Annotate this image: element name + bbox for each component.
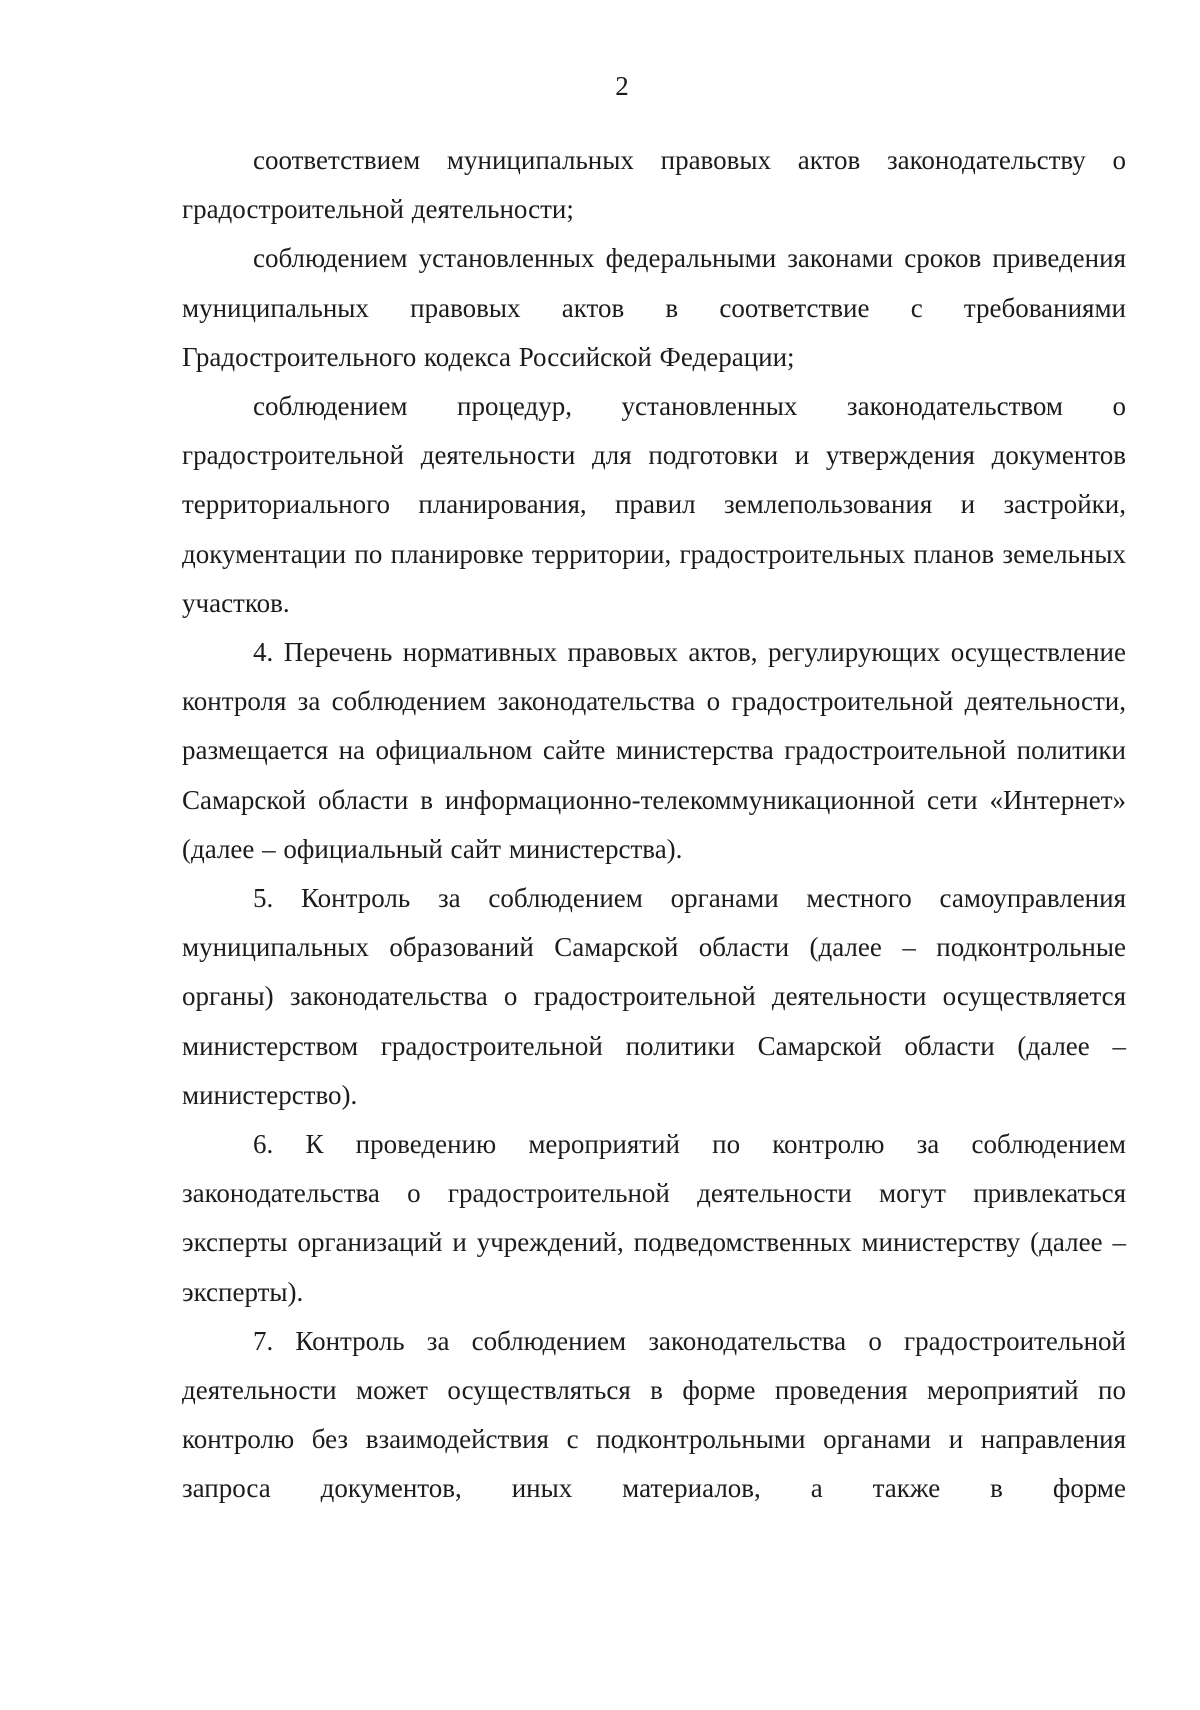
paragraph-item-4: 4. Перечень нормативных правовых актов, регулирующих осуществление контроля за соблюдением законодательства о градостроительной деятельности, размещается на официальном сайте министерства градостроительной политики Самарской области в информационно-телекоммуникационной сети «Интернет» (далее – официальный сайт министерства). bbox=[182, 637, 1126, 864]
document-body bbox=[182, 136, 1126, 1514]
paragraph-item-6: 6. К проведению мероприятий по контролю за соблюдением законодательства о градостроительной деятельности могут привлекаться эксперты организаций и учреждений, подведомственных министерству (далее – эксперты). bbox=[182, 1129, 1126, 1307]
paragraph-procedures: соблюдением процедур, установленных законодательством о градостроительной деятельности для подготовки и утверждения документов территориального планирования, правил землепользования и застройки, документации по планировке территории, градостроительных планов земельных участков. bbox=[182, 391, 1126, 618]
paragraph-item-5: 5. Контроль за соблюдением органами местного самоуправления муниципальных образований Самарской области (далее – подконтрольные органы) законодательства о градостроительной деятельности осуществляется министерством градостроительной политики Самарской области (далее – министерство). bbox=[182, 883, 1126, 1110]
paragraph-item-7: 7. Контроль за соблюдением законодательства о градостроительной деятельности может осуществляться в форме проведения мероприятий по контролю без взаимодействия с подконтрольными органами и направления запроса документов, иных материалов, а также в форме bbox=[182, 1325, 1126, 1504]
paragraph-conformity: соответствием муниципальных правовых актов законодательству о градостроительной деятельности; bbox=[182, 145, 1126, 225]
paragraph-deadlines: соблюдением установленных федеральными законами сроков приведения муниципальных правовых актов в соответствие с требованиями Градостроительного кодекса Российской Федерации; bbox=[182, 243, 1126, 372]
page-number: 2 bbox=[615, 71, 629, 101]
